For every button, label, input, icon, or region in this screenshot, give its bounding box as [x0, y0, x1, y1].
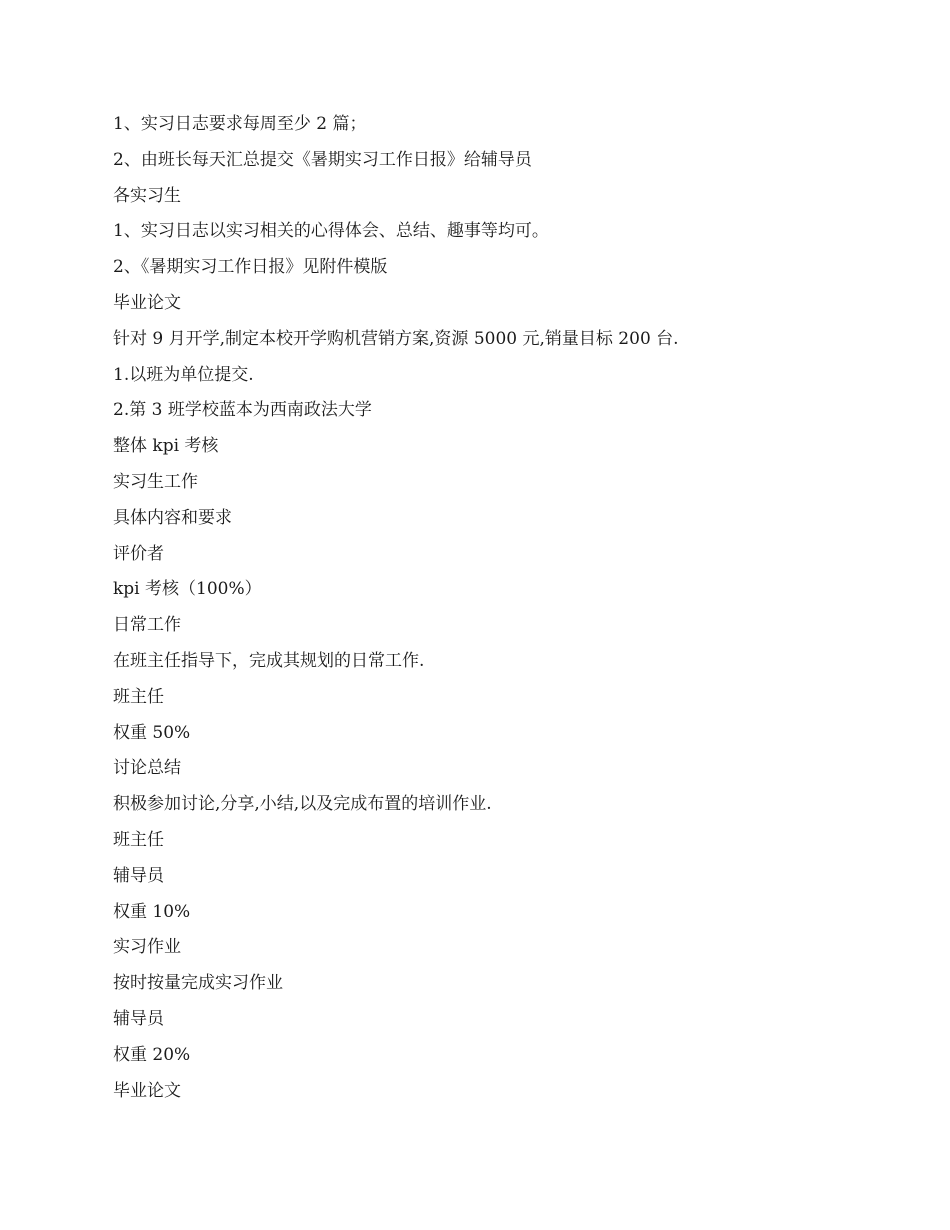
text-line: 1、实习日志要求每周至少 2 篇； — [113, 114, 367, 134]
text-line: 2、《暑期实习工作日报》见附件模版 — [113, 257, 388, 278]
text-line: 针对 9 月开学,制定本校开学购机营销方案,资源 5000 元,销量目标 200 台. — [113, 328, 679, 349]
text-line: 按时按量完成实习作业 — [113, 973, 283, 994]
text-line: 权重 20% — [113, 1044, 191, 1065]
text-line: 班主任 — [113, 829, 164, 850]
text-line: 毕业论文 — [113, 292, 181, 313]
text-line: 评价者 — [113, 543, 164, 564]
text-line: 日常工作 — [113, 615, 181, 636]
text-line: 整体 kpi 考核 — [113, 436, 219, 457]
text-line: 权重 10% — [113, 901, 191, 922]
text-line: 积极参加讨论,分享,小结,以及完成布置的培训作业. — [113, 794, 492, 815]
text-line: 权重 50% — [113, 722, 191, 743]
text-line: 各实习生 — [113, 185, 181, 206]
text-line: 1.以班为单位提交. — [113, 364, 254, 385]
document-body — [113, 107, 873, 1109]
text-line: 具体内容和要求 — [113, 507, 232, 528]
text-line: kpi 考核（100%） — [113, 579, 262, 600]
text-line: 辅导员 — [113, 1008, 164, 1029]
text-line: 1、实习日志以实习相关的心得体会、总结、趣事等均可。 — [113, 221, 549, 242]
text-line: 2、由班长每天汇总提交《暑期实习工作日报》给辅导员 — [113, 149, 532, 170]
text-line: 毕业论文 — [113, 1080, 181, 1101]
text-line: 在班主任指导下，完成其规划的日常工作. — [113, 650, 425, 671]
text-line: 讨论总结 — [113, 758, 181, 779]
text-line: 辅导员 — [113, 865, 164, 886]
text-line: 实习生工作 — [113, 471, 198, 492]
text-line: 2.第 3 班学校蓝本为西南政法大学 — [113, 400, 372, 421]
text-line: 实习作业 — [113, 937, 181, 958]
text-line: 班主任 — [113, 686, 164, 707]
